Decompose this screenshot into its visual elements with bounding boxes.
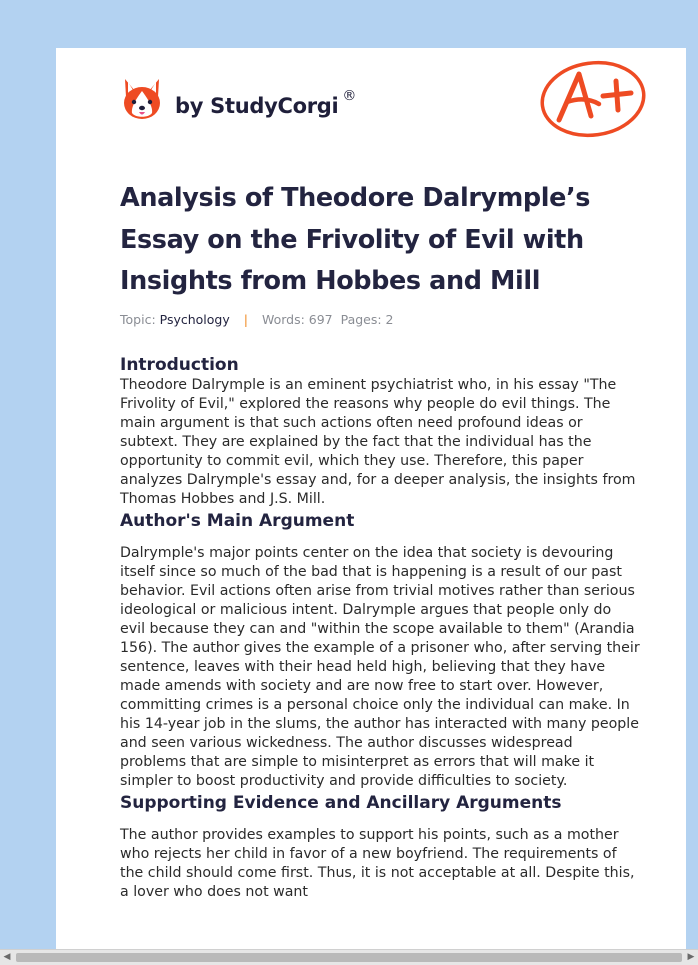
section-paragraph: Dalrymple's major points center on the idea that society is devouring itself since so much of the bad that is happening is a result of our past behavior. Evil actions often arise from trivial motives rather than serious ideological or malicious intent. Dalrymple argues that people only do evil because they can and "within the scope available to them" (Arandia 156). The author gives the example of a prisoner who, after serving their sentence, leaves with their head held high, believing that they have made amends with society and are now free to start over. However, committing crimes is a personal choice only the individual can make. In his 14-year job in the slums, the author has interacted with many people and seen various wickedness. The author discusses widespread problems that are simple to misinterpret as errors that will make it simpler to boost productivity and provide difficulties to society. (120, 545, 640, 789)
scroll-left-arrow-icon[interactable]: ◀ (3, 952, 11, 962)
section-paragraph: The author provides examples to support his points, such as a mother who rejects her child in favor of a new boyfriend. The requirements of the child should come first. Thus, it is not acceptable at all. Despite this, a lover who does not want (120, 827, 635, 900)
essay-meta (120, 312, 394, 327)
grade-badge-icon (539, 60, 647, 140)
section-heading: Author's Main Argument (120, 511, 355, 531)
registered-mark: ® (342, 88, 357, 104)
topic-link[interactable]: Psychology (159, 312, 230, 327)
corgi-logo-icon (122, 77, 162, 121)
page-count: Pages: 2 (340, 312, 394, 327)
essay-title: Analysis of Theodore Dalrymple’s Essay on the Frivolity of Evil with Insights from Hobbes and Mill (120, 183, 591, 296)
section-heading: Introduction (120, 355, 239, 375)
scroll-right-arrow-icon[interactable]: ▶ (687, 952, 695, 962)
section-paragraph: Theodore Dalrymple is an eminent psychiatrist who, in his essay "The Frivolity of Evil," explored the reasons why people do evil things. The main argument is that such actions often need profound ideas or subtext. They are explained by the fact that the individual has the opportunity to commit evil, which they use. Therefore, this paper analyzes Dalrymple's essay and, for a deeper analysis, the insights from Thomas Hobbes and J.S. Mill. (120, 377, 636, 507)
section-heading: Supporting Evidence and Ancillary Arguments (120, 793, 562, 813)
essay-body (120, 354, 640, 902)
topic-label: Topic: (120, 312, 156, 327)
word-count: Words: 697 (261, 312, 333, 327)
brand-name[interactable] (175, 88, 357, 118)
meta-separator: | (243, 312, 248, 327)
brand-text: by StudyCorgi (175, 94, 339, 118)
horizontal-scrollbar[interactable] (0, 949, 698, 965)
document-page (56, 48, 686, 964)
scrollbar-thumb[interactable] (16, 953, 682, 962)
